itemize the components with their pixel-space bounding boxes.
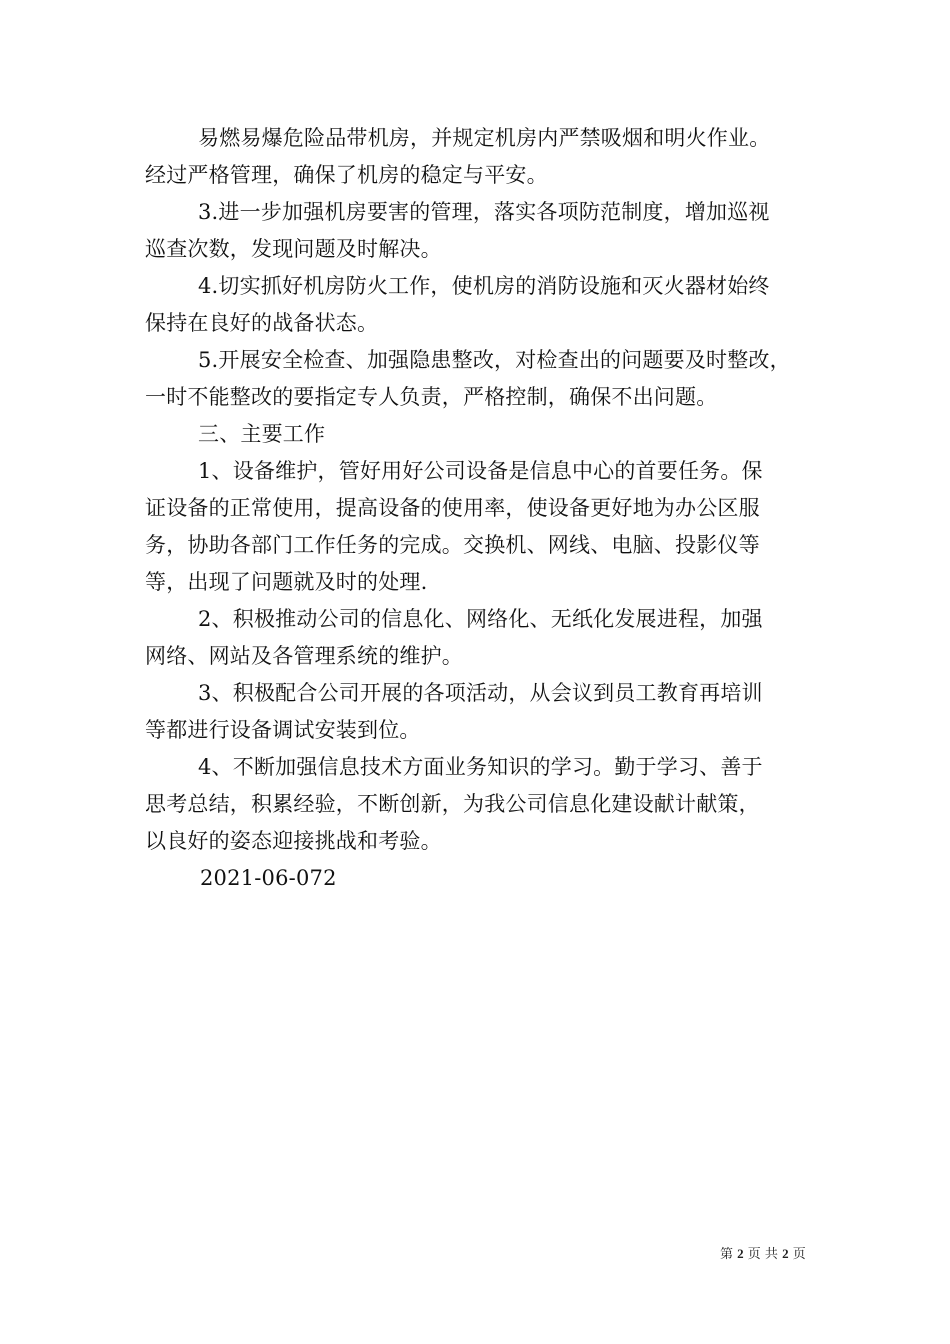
text-line-19: 思考总结，积累经验，不断创新，为我公司信息化建设献计献策，: [145, 792, 760, 816]
text-line-8: 一时不能整改的要指定专人负责，严格控制，确保不出问题。: [145, 385, 718, 409]
text-line-4: 巡查次数，发现问题及时解决。: [145, 237, 442, 261]
page-footer: [720, 1245, 806, 1264]
footer-suffix: 页: [792, 1247, 806, 1262]
footer-current-page: 2: [737, 1246, 744, 1261]
text-line-14: 2、积极推动公司的信息化、网络化、无纸化发展进程，加强: [198, 607, 763, 631]
text-line-11: 证设备的正常使用，提高设备的使用率，使设备更好地为办公区服: [145, 496, 760, 520]
section-heading: 三、主要工作: [198, 422, 326, 446]
text-line-7: 5.开展安全检查、加强隐患整改，对检查出的问题要及时整改，: [198, 348, 791, 372]
text-line-20: 以良好的姿态迎接挑战和考验。: [145, 829, 442, 853]
text-line-10: 1、设备维护，管好用好公司设备是信息中心的首要任务。保: [198, 459, 763, 483]
footer-prefix: 第: [720, 1247, 734, 1262]
footer-total-pages: 2: [782, 1246, 789, 1261]
text-line-12: 务，协助各部门工作任务的完成。交换机、网线、电脑、投影仪等: [145, 533, 760, 557]
footer-middle: 页 共: [747, 1247, 778, 1262]
text-line-1: 易燃易爆危险品带机房，并规定机房内严禁吸烟和明火作业。: [198, 126, 771, 150]
text-line-6: 保持在良好的战备状态。: [145, 311, 379, 335]
document-date: 2021-06-072: [200, 866, 337, 890]
text-line-13: 等，出现了问题就及时的处理.: [145, 570, 428, 594]
text-line-16: 3、积极配合公司开展的各项活动，从会议到员工教育再培训: [198, 681, 763, 705]
text-line-3: 3.进一步加强机房要害的管理，落实各项防范制度，增加巡视: [198, 200, 770, 224]
text-line-18: 4、不断加强信息技术方面业务知识的学习。勤于学习、善于: [198, 755, 763, 779]
text-line-17: 等都进行设备调试安装到位。: [145, 718, 421, 742]
text-line-15: 网络、网站及各管理系统的维护。: [145, 644, 463, 668]
text-line-5: 4.切实抓好机房防火工作，使机房的消防设施和灭火器材始终: [198, 274, 770, 298]
text-line-2: 经过严格管理，确保了机房的稳定与平安。: [145, 163, 548, 187]
